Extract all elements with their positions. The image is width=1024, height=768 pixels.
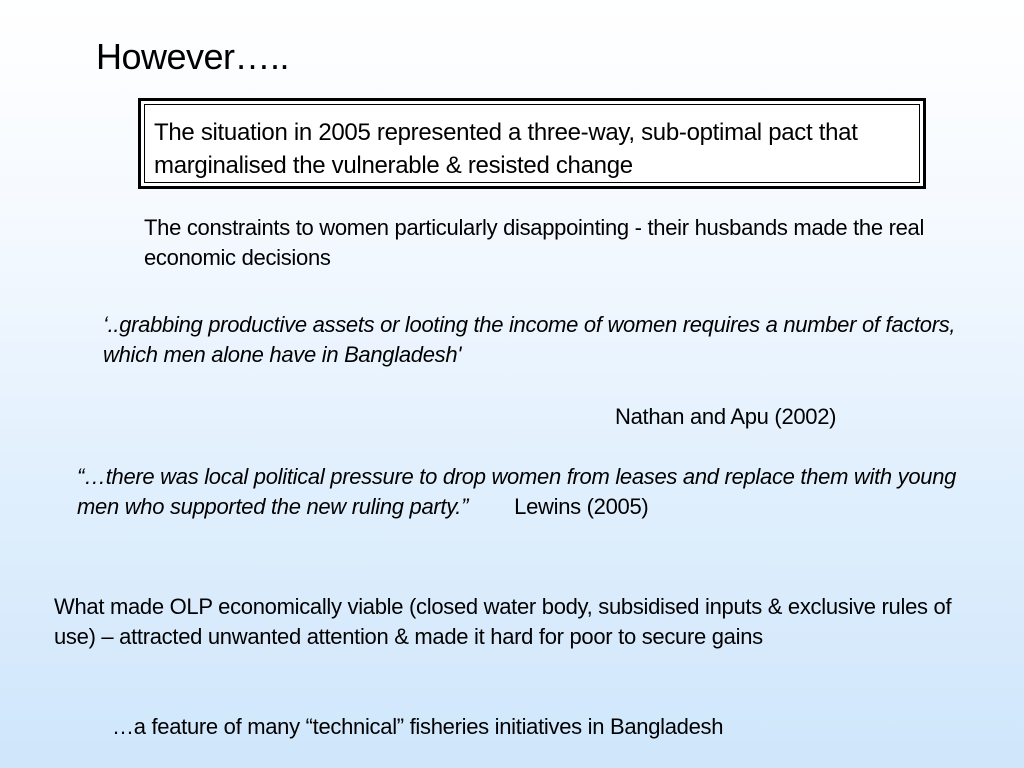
highlight-box xyxy=(138,98,926,189)
feature-paragraph: …a feature of many “technical” fisheries initiatives in Bangladesh xyxy=(112,714,724,739)
highlight-box-text: The situation in 2005 represented a three-way, sub-optimal pact that marginalised the vulnerable & resisted change xyxy=(144,104,920,183)
constraints-paragraph: The constraints to women particularly disappointing - their husbands made the real economic decisions xyxy=(144,215,925,270)
slide-title: However….. xyxy=(96,36,290,77)
citation-nathan-apu: Nathan and Apu (2002) xyxy=(615,404,837,429)
quote-nathan-apu: ‘..grabbing productive assets or looting the income of women requires a number of factors, which men alone have in Bangladesh' xyxy=(103,312,956,367)
quote-lewins-text: “…there was local political pressure to drop women from leases and replace them with young men who supported the new ruling party.” xyxy=(77,464,957,519)
quote-lewins xyxy=(77,462,977,522)
citation-lewins: Lewins (2005) xyxy=(514,494,649,519)
olp-paragraph: What made OLP economically viable (closed water body, subsidised inputs & exclusive rules of use) – attracted unwanted attention & made it hard for poor to secure gains xyxy=(54,594,952,649)
